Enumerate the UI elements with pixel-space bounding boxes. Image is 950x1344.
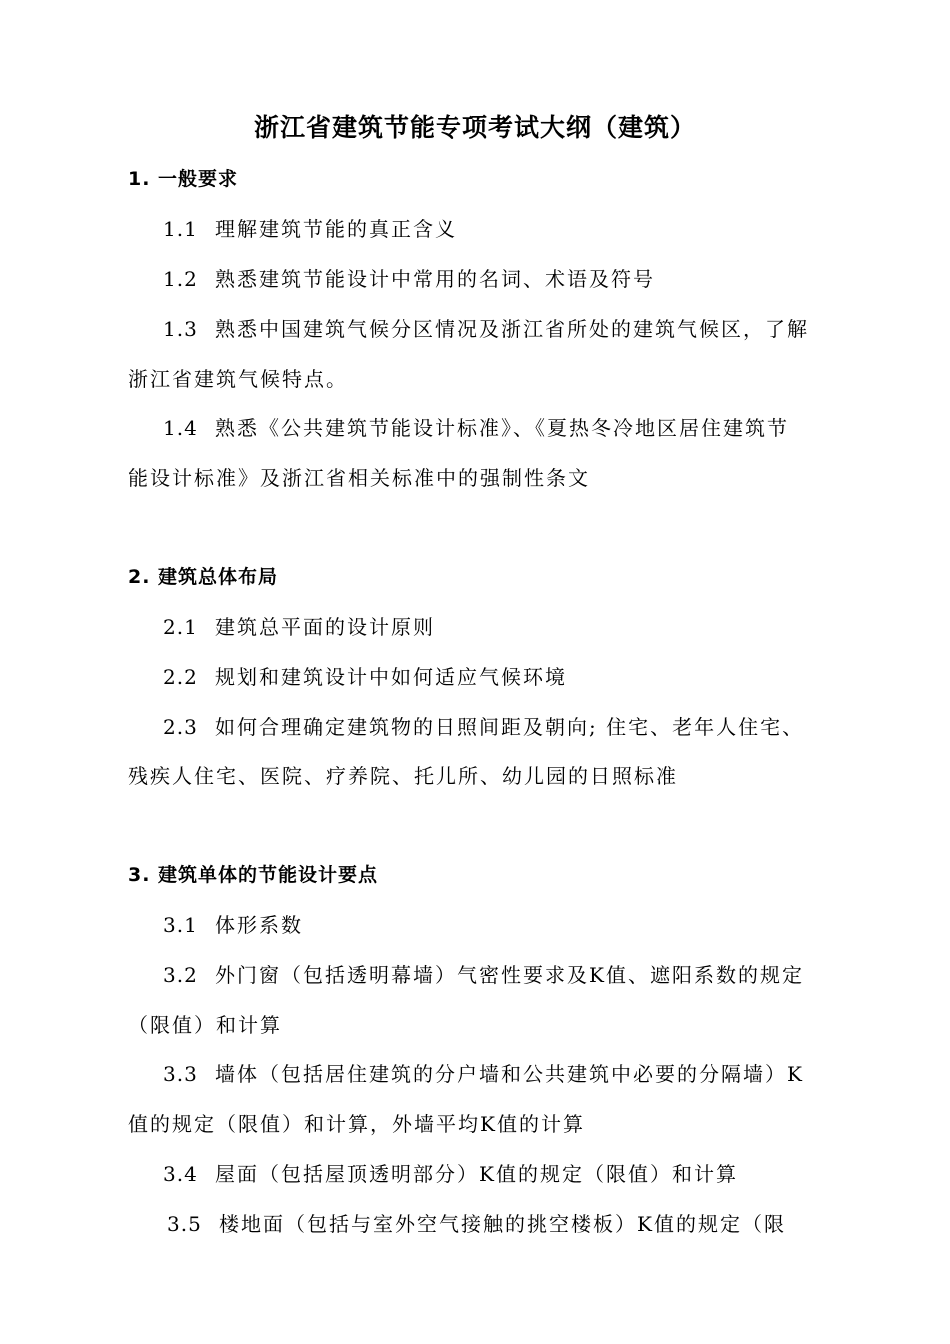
- list-item: [163, 313, 809, 342]
- item-text-continuation: 残疾人住宅、医院、疗养院、托儿所、幼儿园的日照标准: [128, 764, 678, 788]
- item-text: 墙体（包括居住建筑的分户墙和公共建筑中必要的分隔墙）K: [215, 1062, 804, 1086]
- list-item: [163, 1058, 804, 1087]
- item-text: 规划和建筑设计中如何适应气候环境: [215, 665, 567, 689]
- item-number: 3.3: [163, 1062, 198, 1086]
- item-number: 1.2: [163, 267, 198, 291]
- item-number: 2.2: [163, 665, 198, 689]
- item-text: 理解建筑节能的真正含义: [215, 217, 457, 241]
- item-text: 熟悉建筑节能设计中常用的名词、术语及符号: [215, 267, 655, 291]
- list-item: [163, 263, 655, 292]
- item-text: 熟悉《公共建筑节能设计标准》、《夏热冬冷地区居住建筑节: [215, 416, 789, 440]
- list-item: [163, 959, 804, 988]
- item-text-continuation: 浙江省建筑气候特点。: [128, 367, 348, 391]
- item-number: 3.4: [163, 1162, 198, 1186]
- item-text-continuation: 值的规定（限值）和计算，外墙平均K值的计算: [128, 1112, 585, 1136]
- list-item: [163, 213, 457, 242]
- item-text-continuation: （限值）和计算: [128, 1013, 282, 1037]
- list-item: [163, 661, 567, 690]
- section-heading: 2. 建筑总体布局: [128, 566, 279, 588]
- section-heading: 3. 建筑单体的节能设计要点: [128, 864, 379, 886]
- list-item: [163, 1158, 738, 1187]
- section-heading: 1. 一般要求: [128, 168, 239, 190]
- item-number: 3.2: [163, 963, 198, 987]
- page-title: 浙江省建筑节能专项考试大纲（建筑）: [253, 113, 696, 142]
- list-item: [163, 412, 789, 441]
- item-number: 3.5: [167, 1212, 202, 1236]
- item-number: 1.1: [163, 217, 198, 241]
- item-text: 熟悉中国建筑气候分区情况及浙江省所处的建筑气候区，了解: [215, 317, 809, 341]
- item-text: 屋面（包括屋顶透明部分）K值的规定（限值）和计算: [215, 1162, 738, 1186]
- item-number: 2.3: [163, 715, 198, 739]
- list-item: [163, 611, 435, 640]
- item-text: 体形系数: [215, 913, 303, 937]
- item-number: 1.3: [163, 317, 198, 341]
- item-text: 建筑总平面的设计原则: [215, 615, 435, 639]
- item-number: 3.1: [163, 913, 198, 937]
- list-item: [167, 1208, 786, 1237]
- list-item: [163, 711, 804, 740]
- item-number: 1.4: [163, 416, 198, 440]
- item-text: 楼地面（包括与室外空气接触的挑空楼板）K值的规定（限: [219, 1212, 786, 1236]
- item-text-continuation: 能设计标准》及浙江省相关标准中的强制性条文: [128, 466, 590, 490]
- item-text: 外门窗（包括透明幕墙）气密性要求及K值、遮阳系数的规定: [215, 963, 804, 987]
- item-text: 如何合理确定建筑物的日照间距及朝向; 住宅、老年人住宅、: [215, 715, 805, 739]
- list-item: [163, 909, 303, 938]
- item-number: 2.1: [163, 615, 198, 639]
